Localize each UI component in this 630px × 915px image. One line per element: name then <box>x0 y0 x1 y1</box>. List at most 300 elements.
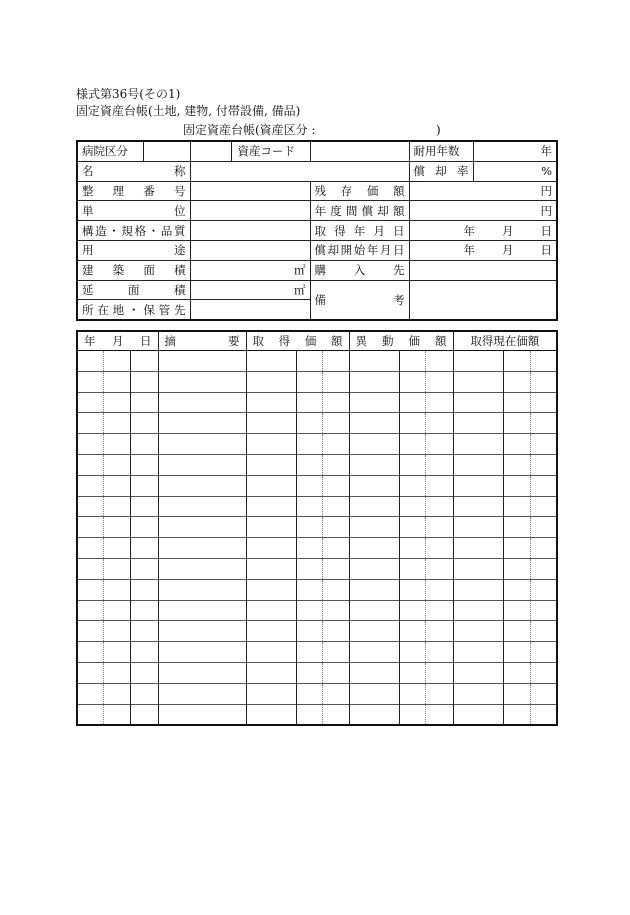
ledger-cell[interactable] <box>296 683 322 704</box>
ledger-cell[interactable] <box>453 558 503 579</box>
ledger-cell[interactable] <box>130 642 158 663</box>
ledger-cell[interactable] <box>130 517 158 538</box>
ledger-cell[interactable] <box>453 392 503 413</box>
ledger-cell[interactable] <box>77 600 103 621</box>
ledger-cell[interactable] <box>77 558 103 579</box>
annual-depreciation-field[interactable]: 円 <box>409 201 557 221</box>
month-unit: 月 <box>502 243 514 258</box>
ledger-cell[interactable] <box>453 662 503 683</box>
ledger-cell[interactable] <box>453 579 503 600</box>
ledger-cell[interactable] <box>425 621 453 642</box>
ledger-cell[interactable] <box>322 371 349 392</box>
ledger-cell[interactable] <box>453 621 503 642</box>
remarks-label: 備 考 <box>310 280 409 320</box>
location-field[interactable] <box>190 300 310 320</box>
ledger-cell[interactable] <box>130 413 158 434</box>
ledger-cell[interactable] <box>296 454 322 475</box>
ledger-cell[interactable] <box>425 434 453 455</box>
ledger-cell[interactable] <box>349 662 399 683</box>
ledger-cell[interactable] <box>453 704 503 725</box>
form-title: 固定資産台帳(土地, 建物, 付帯設備, 備品) <box>76 104 301 118</box>
ledger-cell[interactable] <box>425 496 453 517</box>
ledger-cell[interactable] <box>503 351 530 372</box>
ledger-cell[interactable] <box>296 413 322 434</box>
ledger-cell[interactable] <box>77 475 103 496</box>
ledger-cell[interactable] <box>158 351 246 372</box>
ledger-cell[interactable] <box>77 413 103 434</box>
ledger-cell[interactable] <box>349 558 399 579</box>
floor-area-field[interactable] <box>190 280 310 300</box>
year-unit: 年 <box>463 243 475 258</box>
ledger-cell[interactable] <box>322 662 349 683</box>
ledger-cell[interactable] <box>503 558 530 579</box>
purchased-from-field[interactable] <box>409 260 557 280</box>
location-label: 所在地・保管先 <box>77 300 190 320</box>
ledger-cell[interactable] <box>399 454 425 475</box>
ledger-cell[interactable] <box>453 371 503 392</box>
ledger-cell[interactable] <box>103 579 130 600</box>
ledger-cell[interactable] <box>349 683 399 704</box>
ledger-cell[interactable] <box>103 558 130 579</box>
ledger-title <box>183 122 441 138</box>
ledger-cell[interactable] <box>158 579 246 600</box>
ledger-cell[interactable] <box>103 600 130 621</box>
ledger-cell[interactable] <box>322 475 349 496</box>
day-unit: 日 <box>540 223 552 238</box>
col-change-value: 異 動 価 額 <box>349 331 453 351</box>
ledger-cell[interactable] <box>322 496 349 517</box>
ledger-cell[interactable] <box>322 454 349 475</box>
useful-life-field[interactable]: 年 <box>473 141 557 161</box>
ledger-cell[interactable] <box>158 642 246 663</box>
remarks-field[interactable] <box>409 280 557 320</box>
ledger-cell[interactable] <box>503 600 530 621</box>
ledger-cell[interactable] <box>349 496 399 517</box>
ledger-cell[interactable] <box>103 413 130 434</box>
ledger-cell[interactable] <box>453 517 503 538</box>
ledger-cell[interactable] <box>322 434 349 455</box>
ledger-cell[interactable] <box>296 642 322 663</box>
ledger-cell[interactable] <box>349 475 399 496</box>
ledger-cell[interactable] <box>322 351 349 372</box>
ledger-cell[interactable] <box>425 517 453 538</box>
ledger-cell[interactable] <box>425 600 453 621</box>
useful-life-label: 耐用年数 <box>409 141 473 161</box>
ledger-cell[interactable] <box>77 621 103 642</box>
ledger-cell[interactable] <box>246 600 296 621</box>
ledger-cell[interactable] <box>246 579 296 600</box>
ledger-cell[interactable] <box>503 538 530 559</box>
ledger-cell[interactable] <box>530 371 557 392</box>
ledger-cell[interactable] <box>246 662 296 683</box>
table-row <box>77 621 557 642</box>
asset-code-label: 資産コード <box>237 144 295 159</box>
purpose-label: 用 途 <box>77 240 190 260</box>
sqm-unit: ㎡ <box>294 263 306 278</box>
ledger-cell[interactable] <box>322 558 349 579</box>
table-row <box>77 475 557 496</box>
ledger-cell[interactable] <box>296 371 322 392</box>
ledger-cell[interactable] <box>322 600 349 621</box>
ledger-cell[interactable] <box>77 662 103 683</box>
ledger-cell[interactable] <box>425 454 453 475</box>
ledger-cell[interactable] <box>399 392 425 413</box>
ledger-cell[interactable] <box>322 517 349 538</box>
ledger-cell[interactable] <box>399 621 425 642</box>
ledger-cell[interactable] <box>130 475 158 496</box>
ledger-cell[interactable] <box>425 558 453 579</box>
ledger-cell[interactable] <box>130 600 158 621</box>
ledger-cell[interactable] <box>130 434 158 455</box>
ledger-cell[interactable] <box>322 538 349 559</box>
table-row <box>77 392 557 413</box>
purpose-field[interactable] <box>190 240 310 260</box>
ledger-cell[interactable] <box>77 538 103 559</box>
table-row <box>77 454 557 475</box>
ledger-cell[interactable] <box>503 621 530 642</box>
acquisition-date-label: 取 得 年 月 日 <box>310 221 409 241</box>
ledger-cell[interactable] <box>530 683 557 704</box>
ledger-cell[interactable] <box>296 662 322 683</box>
ledger-cell[interactable] <box>158 517 246 538</box>
ledger-cell[interactable] <box>399 704 425 725</box>
ledger-cell[interactable] <box>296 392 322 413</box>
ledger-cell[interactable] <box>246 538 296 559</box>
ledger-cell[interactable] <box>349 600 399 621</box>
ledger-cell[interactable] <box>77 683 103 704</box>
ledger-cell[interactable] <box>530 600 557 621</box>
ledger-cell[interactable] <box>77 351 103 372</box>
name-field[interactable] <box>190 161 409 181</box>
ledger-cell[interactable] <box>349 392 399 413</box>
asset-info-table <box>76 140 558 321</box>
ledger-cell[interactable] <box>246 642 296 663</box>
ledger-cell[interactable] <box>296 351 322 372</box>
ledger-cell[interactable] <box>322 683 349 704</box>
ledger-cell[interactable] <box>103 642 130 663</box>
ledger-cell[interactable] <box>503 517 530 538</box>
unit-field[interactable] <box>190 201 310 221</box>
ledger-cell[interactable] <box>425 475 453 496</box>
ledger-cell[interactable] <box>77 434 103 455</box>
ledger-cell[interactable] <box>103 621 130 642</box>
ledger-cell[interactable] <box>349 704 399 725</box>
ledger-cell[interactable] <box>399 538 425 559</box>
ledger-cell[interactable] <box>296 579 322 600</box>
ledger-cell[interactable] <box>399 371 425 392</box>
structure-label: 構造・規格・品質 <box>77 221 190 241</box>
ledger-cell[interactable] <box>453 642 503 663</box>
table-row <box>77 517 557 538</box>
ledger-cell[interactable] <box>530 558 557 579</box>
table-row <box>77 579 557 600</box>
ledger-cell[interactable] <box>453 496 503 517</box>
reference-number-field[interactable] <box>190 181 310 201</box>
day-unit: 日 <box>540 243 552 258</box>
ledger-cell[interactable] <box>246 517 296 538</box>
col-current-value: 取得現在価額 <box>453 331 557 351</box>
ledger-cell[interactable] <box>103 662 130 683</box>
ledger-cell[interactable] <box>530 454 557 475</box>
ledger-cell[interactable] <box>503 704 530 725</box>
table-row <box>77 704 557 725</box>
col-acquisition-value: 取 得 価 額 <box>246 331 349 351</box>
ledger-cell[interactable] <box>130 558 158 579</box>
ledger-cell[interactable] <box>246 496 296 517</box>
table-row <box>77 558 557 579</box>
ledger-cell[interactable] <box>530 392 557 413</box>
ledger-cell[interactable] <box>399 683 425 704</box>
ledger-cell[interactable] <box>103 538 130 559</box>
ledger-cell[interactable] <box>130 371 158 392</box>
purchased-from-label: 購 入 先 <box>310 260 409 280</box>
ledger-cell[interactable] <box>399 642 425 663</box>
ledger-cell[interactable] <box>296 621 322 642</box>
name-label: 名 称 <box>77 161 190 181</box>
ledger-cell[interactable] <box>77 517 103 538</box>
ledger-cell[interactable] <box>503 434 530 455</box>
ledger-cell[interactable] <box>453 538 503 559</box>
ledger-cell[interactable] <box>503 662 530 683</box>
ledger-cell[interactable] <box>453 413 503 434</box>
ledger-cell[interactable] <box>322 413 349 434</box>
building-area-field[interactable] <box>190 260 310 280</box>
ledger-cell[interactable] <box>158 621 246 642</box>
ledger-cell[interactable] <box>158 683 246 704</box>
ledger-cell[interactable] <box>246 558 296 579</box>
ledger-cell[interactable] <box>530 351 557 372</box>
ledger-cell[interactable] <box>296 496 322 517</box>
asset-code-field[interactable] <box>310 141 409 161</box>
ledger-title-close: ) <box>436 123 441 137</box>
ledger-cell[interactable] <box>246 704 296 725</box>
ledger-cell[interactable] <box>158 392 246 413</box>
depreciation-rate-label: 償 却 率 <box>409 161 473 181</box>
ledger-title-text: 固定資産台帳(資産区分 : <box>183 123 316 137</box>
structure-field[interactable] <box>190 221 310 241</box>
ledger-cell[interactable] <box>349 579 399 600</box>
ledger-cell[interactable] <box>130 662 158 683</box>
ledger-cell[interactable] <box>453 351 503 372</box>
ledger-cell[interactable] <box>530 496 557 517</box>
ledger-cell[interactable] <box>296 600 322 621</box>
ledger-cell[interactable] <box>130 621 158 642</box>
ledger-cell[interactable] <box>530 579 557 600</box>
hospital-division-field[interactable] <box>143 141 310 161</box>
ledger-cell[interactable] <box>530 662 557 683</box>
reference-number-label: 整 理 番 号 <box>77 181 190 201</box>
ledger-cell[interactable] <box>530 538 557 559</box>
ledger-cell[interactable] <box>296 558 322 579</box>
ledger-cell[interactable] <box>399 434 425 455</box>
unit-label: 単 位 <box>77 201 190 221</box>
table-row <box>77 496 557 517</box>
ledger-cell[interactable] <box>399 662 425 683</box>
ledger-cell[interactable] <box>103 475 130 496</box>
ledger-cell[interactable] <box>296 704 322 725</box>
ledger-cell[interactable] <box>349 371 399 392</box>
ledger-cell[interactable] <box>246 621 296 642</box>
ledger-cell[interactable] <box>503 371 530 392</box>
table-row <box>77 434 557 455</box>
ledger-cell[interactable] <box>103 704 130 725</box>
ledger-cell[interactable] <box>103 496 130 517</box>
ledger-cell[interactable] <box>349 621 399 642</box>
ledger-cell[interactable] <box>158 371 246 392</box>
ledger-cell[interactable] <box>158 538 246 559</box>
ledger-cell[interactable] <box>530 642 557 663</box>
ledger-cell[interactable] <box>296 517 322 538</box>
ledger-cell[interactable] <box>158 600 246 621</box>
ledger-cell[interactable] <box>130 454 158 475</box>
ledger-cell[interactable] <box>530 621 557 642</box>
ledger-cell[interactable] <box>425 413 453 434</box>
ledger-cell[interactable] <box>130 683 158 704</box>
ledger-cell[interactable] <box>322 392 349 413</box>
ledger-cell[interactable] <box>399 558 425 579</box>
ledger-cell[interactable] <box>246 392 296 413</box>
ledger-cell[interactable] <box>130 538 158 559</box>
table-row <box>77 538 557 559</box>
ledger-cell[interactable] <box>158 558 246 579</box>
ledger-cell[interactable] <box>399 351 425 372</box>
building-area-label: 建 築 面 積 <box>77 260 190 280</box>
ledger-cell[interactable] <box>503 642 530 663</box>
sqm-unit: ㎡ <box>294 282 306 297</box>
ledger-cell[interactable] <box>530 517 557 538</box>
ledger-cell[interactable] <box>130 351 158 372</box>
ledger-cell[interactable] <box>77 371 103 392</box>
ledger-cell[interactable] <box>158 454 246 475</box>
ledger-cell[interactable] <box>453 600 503 621</box>
ledger-cell[interactable] <box>77 496 103 517</box>
transaction-ledger <box>76 330 558 726</box>
ledger-cell[interactable] <box>246 371 296 392</box>
form-number: 様式第36号(その1) <box>76 87 181 101</box>
ledger-cell[interactable] <box>246 351 296 372</box>
ledger-cell[interactable] <box>349 351 399 372</box>
ledger-cell[interactable] <box>130 579 158 600</box>
ledger-cell[interactable] <box>103 517 130 538</box>
ledger-body <box>77 351 557 726</box>
ledger-cell[interactable] <box>349 642 399 663</box>
depreciation-rate-field[interactable]: % <box>473 161 557 181</box>
ledger-cell[interactable] <box>322 621 349 642</box>
ledger-cell[interactable] <box>296 475 322 496</box>
table-row <box>77 642 557 663</box>
ledger-cell[interactable] <box>349 454 399 475</box>
ledger-cell[interactable] <box>503 579 530 600</box>
ledger-cell[interactable] <box>530 475 557 496</box>
ledger-cell[interactable] <box>425 538 453 559</box>
ledger-cell[interactable] <box>77 704 103 725</box>
ledger-cell[interactable] <box>77 392 103 413</box>
ledger-cell[interactable] <box>425 642 453 663</box>
ledger-cell[interactable] <box>399 475 425 496</box>
ledger-cell[interactable] <box>530 704 557 725</box>
ledger-cell[interactable] <box>503 683 530 704</box>
ledger-cell[interactable] <box>158 496 246 517</box>
ledger-cell[interactable] <box>322 704 349 725</box>
ledger-cell[interactable] <box>349 413 399 434</box>
ledger-cell[interactable] <box>77 642 103 663</box>
ledger-cell[interactable] <box>425 662 453 683</box>
ledger-cell[interactable] <box>246 683 296 704</box>
ledger-cell[interactable] <box>349 517 399 538</box>
ledger-cell[interactable] <box>246 434 296 455</box>
ledger-cell[interactable] <box>103 371 130 392</box>
ledger-cell[interactable] <box>453 683 503 704</box>
ledger-cell[interactable] <box>158 413 246 434</box>
ledger-cell[interactable] <box>246 475 296 496</box>
residual-value-field[interactable]: 円 <box>409 181 557 201</box>
ledger-cell[interactable] <box>399 600 425 621</box>
ledger-cell[interactable] <box>103 683 130 704</box>
ledger-cell[interactable] <box>425 704 453 725</box>
acquisition-date-field[interactable] <box>409 221 557 241</box>
ledger-cell[interactable] <box>103 351 130 372</box>
ledger-cell[interactable] <box>453 454 503 475</box>
ledger-cell[interactable] <box>77 579 103 600</box>
ledger-cell[interactable] <box>399 579 425 600</box>
ledger-cell[interactable] <box>453 434 503 455</box>
ledger-cell[interactable] <box>399 517 425 538</box>
ledger-cell[interactable] <box>246 454 296 475</box>
table-row <box>77 351 557 372</box>
ledger-cell[interactable] <box>503 496 530 517</box>
ledger-cell[interactable] <box>246 413 296 434</box>
table-row <box>77 413 557 434</box>
ledger-cell[interactable] <box>103 454 130 475</box>
ledger-cell[interactable] <box>503 392 530 413</box>
ledger-cell[interactable] <box>158 475 246 496</box>
ledger-cell[interactable] <box>296 538 322 559</box>
ledger-cell[interactable] <box>349 538 399 559</box>
ledger-cell[interactable] <box>503 413 530 434</box>
ledger-cell[interactable] <box>158 662 246 683</box>
ledger-cell[interactable] <box>130 496 158 517</box>
ledger-cell[interactable] <box>425 351 453 372</box>
ledger-cell[interactable] <box>130 392 158 413</box>
ledger-cell[interactable] <box>130 704 158 725</box>
ledger-cell[interactable] <box>425 371 453 392</box>
table-row <box>77 600 557 621</box>
ledger-cell[interactable] <box>530 413 557 434</box>
ledger-cell[interactable] <box>399 496 425 517</box>
depreciation-start-label: 償却開始年月日 <box>310 240 409 260</box>
ledger-cell[interactable] <box>503 454 530 475</box>
ledger-cell[interactable] <box>296 434 322 455</box>
col-summary: 摘 要 <box>158 331 246 351</box>
annual-depreciation-label: 年度間償却額 <box>310 201 409 221</box>
depreciation-start-field[interactable] <box>409 240 557 260</box>
ledger-cell[interactable] <box>453 475 503 496</box>
ledger-cell[interactable] <box>399 413 425 434</box>
ledger-cell[interactable] <box>530 434 557 455</box>
ledger-cell[interactable] <box>158 434 246 455</box>
ledger-cell[interactable] <box>103 434 130 455</box>
ledger-cell[interactable] <box>322 579 349 600</box>
ledger-cell[interactable] <box>322 642 349 663</box>
ledger-cell[interactable] <box>425 683 453 704</box>
ledger-cell[interactable] <box>503 475 530 496</box>
ledger-cell[interactable] <box>158 704 246 725</box>
ledger-cell[interactable] <box>103 392 130 413</box>
ledger-cell[interactable] <box>425 392 453 413</box>
ledger-cell[interactable] <box>425 579 453 600</box>
ledger-cell[interactable] <box>349 434 399 455</box>
ledger-cell[interactable] <box>77 454 103 475</box>
